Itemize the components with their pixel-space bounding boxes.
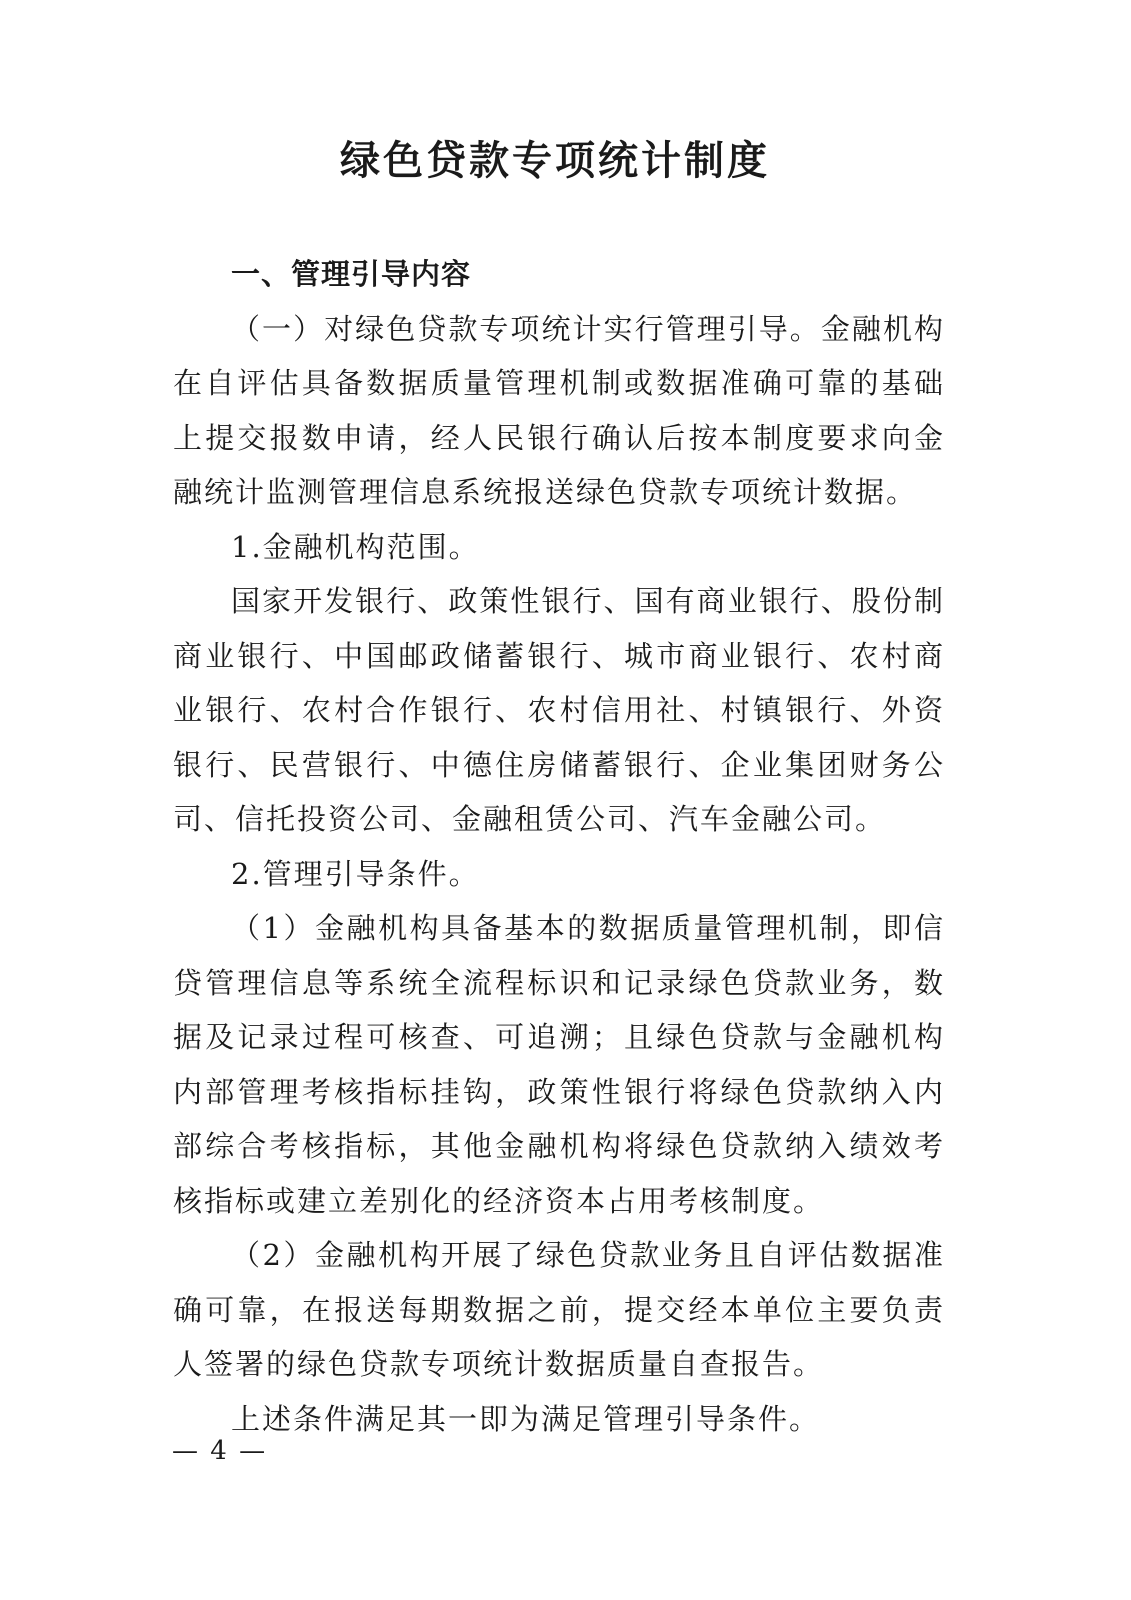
document-body bbox=[173, 247, 945, 1446]
paragraph-condition-2: （2）金融机构开展了绿色贷款业务且自评估数据准确可靠，在报送每期数据之前，提交经本单位主要负责人签署的绿色贷款专项统计数据质量自查报告。 bbox=[173, 1238, 945, 1381]
paragraph-intro: （一）对绿色贷款专项统计实行管理引导。金融机构在自评估具备数据质量管理机制或数据准确可靠的基础上提交报数申请，经人民银行确认后按本制度要求向金融统计监测管理信息系统报送绿色贷款专项统计数据。 bbox=[173, 311, 945, 509]
document-title: 绿色贷款专项统计制度 bbox=[340, 137, 770, 184]
section-heading: 一、管理引导内容 bbox=[231, 257, 472, 291]
paragraph-conditions-heading: 2.管理引导条件。 bbox=[231, 856, 480, 891]
page-number: — 4 — bbox=[172, 1436, 268, 1466]
paragraph-conclusion: 上述条件满足其一即为满足管理引导条件。 bbox=[231, 1401, 821, 1436]
paragraph-scope-heading: 1.金融机构范围。 bbox=[231, 529, 480, 564]
paragraph-institution-list: 国家开发银行、政策性银行、国有商业银行、股份制商业银行、中国邮政储蓄银行、城市商业银行、农村商业银行、农村合作银行、农村信用社、村镇银行、外资银行、民营银行、中德住房储蓄银行、企业集团财务公司、信托投资公司、金融租赁公司、汽车金融公司。 bbox=[173, 584, 945, 836]
paragraph-condition-1: （1）金融机构具备基本的数据质量管理机制，即信贷管理信息等系统全流程标识和记录绿色贷款业务，数据及记录过程可核查、可追溯；且绿色贷款与金融机构内部管理考核指标挂钩，政策性银行将绿色贷款纳入内部综合考核指标，其他金融机构将绿色贷款纳入绩效考核指标或建立差别化的经济资本占用考核制度。 bbox=[173, 911, 945, 1218]
